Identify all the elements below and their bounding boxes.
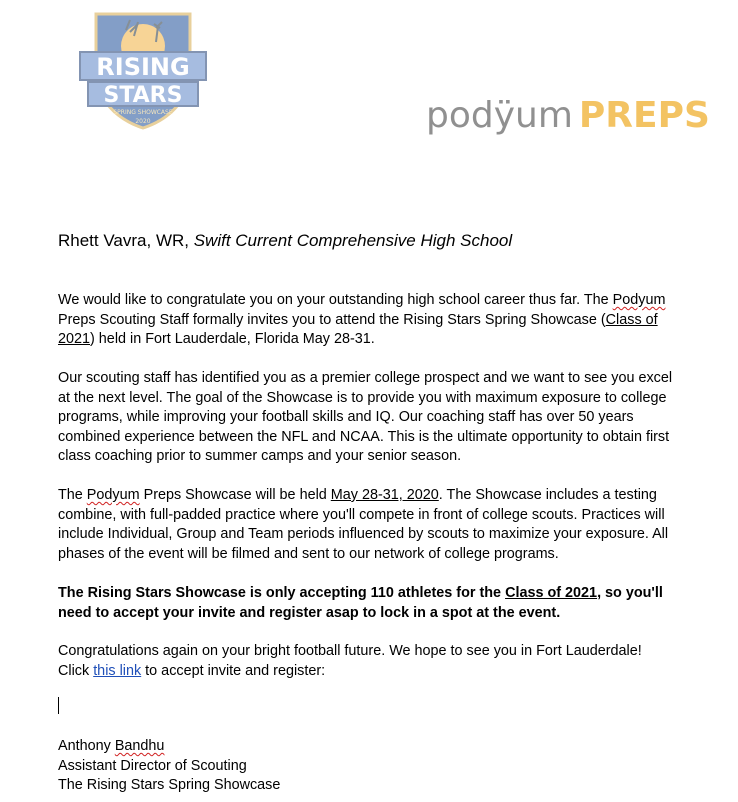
signer-first-name: Anthony [58,738,115,754]
notice-text-1: The Rising Stars Showcase is only accepting 110 athletes for the [58,585,506,601]
signer-title: Assistant Director of Scouting [58,757,247,774]
intro-text-1: We would like to congratulate you on your outstanding high school career thus far. The [58,292,613,308]
podyum-preps-logo [426,96,710,136]
preps-wordmark: PREPS [578,95,710,136]
podyum-wordmark: podÿum [426,95,573,136]
showcase-text-1: The [58,487,87,503]
goal-paragraph: Our scouting staff has identified you as a premier college prospect and we want to see you excel at the next level. The goal of the Showcase is to provide you with maximum exposure to college programs, while improving your football skills and IQ. Our coaching staff has over 50 years combined experience between the NFL and NCAA. This is the ultimate opportunity to obtain first class coaching prior to summer camps and your senior season. [58,370,673,465]
congrats-line: Congratulations again on your bright football future. We hope to see you in Fort Lauderdale! [58,643,642,659]
text-cursor [58,697,59,714]
notice-text-2: , so you'll need to accept your invite and register asap to lock in a spot at the event. [58,585,663,621]
class-of-2021-underlined: Class of 2021 [58,311,658,348]
showcase-dates: May 28-31, 2020 [330,487,439,503]
signature-block [58,737,280,796]
intro-text-2: Preps Scouting Staff formally invites you to attend the Rising Stars Spring Showcase ( [58,311,606,328]
podyum-word: Podyum [612,292,666,308]
showcase-paragraph [58,486,684,564]
register-line [58,662,684,682]
recipient-name: Rhett Vavra, WR, [58,231,194,250]
logo-year: 2020 [135,118,151,125]
bold-notice-paragraph [58,584,684,623]
signer-org: The Rising Stars Spring Showcase [58,777,281,794]
register-link[interactable]: this link [93,662,142,679]
register-text: to accept invite and register: [141,662,326,679]
showcase-text-2: Preps Showcase will be held [139,487,331,503]
spring-showcase-banner: SPRING SHOWCASE [113,109,173,116]
signer-last-name: Bandhu [114,738,165,754]
signer-name [58,737,280,757]
podyum-word: Podyum [86,487,140,503]
click-text: Click [58,662,94,679]
recipient-line [58,230,512,252]
intro-paragraph [58,291,684,350]
rising-text: RISING [96,53,190,81]
showcase-text-3: . The Showcase includes a testing combine, with full-padded practice where you'll compete in front of college scouts. Practices will include Individual, Group and Team periods influenced by scouts to maximize your exposure. All phases of the event will be filmed and sent to our network of college programs. [58,487,669,562]
recipient-school: Swift Current Comprehensive High School [193,231,513,250]
stars-text: STARS [103,83,183,108]
notice-class: Class of 2021 [505,585,598,601]
rising-stars-logo [78,8,208,132]
congrats-paragraph [58,642,684,681]
intro-text-3: ) held in Fort Lauderdale, Florida May 28-31. [90,331,375,348]
